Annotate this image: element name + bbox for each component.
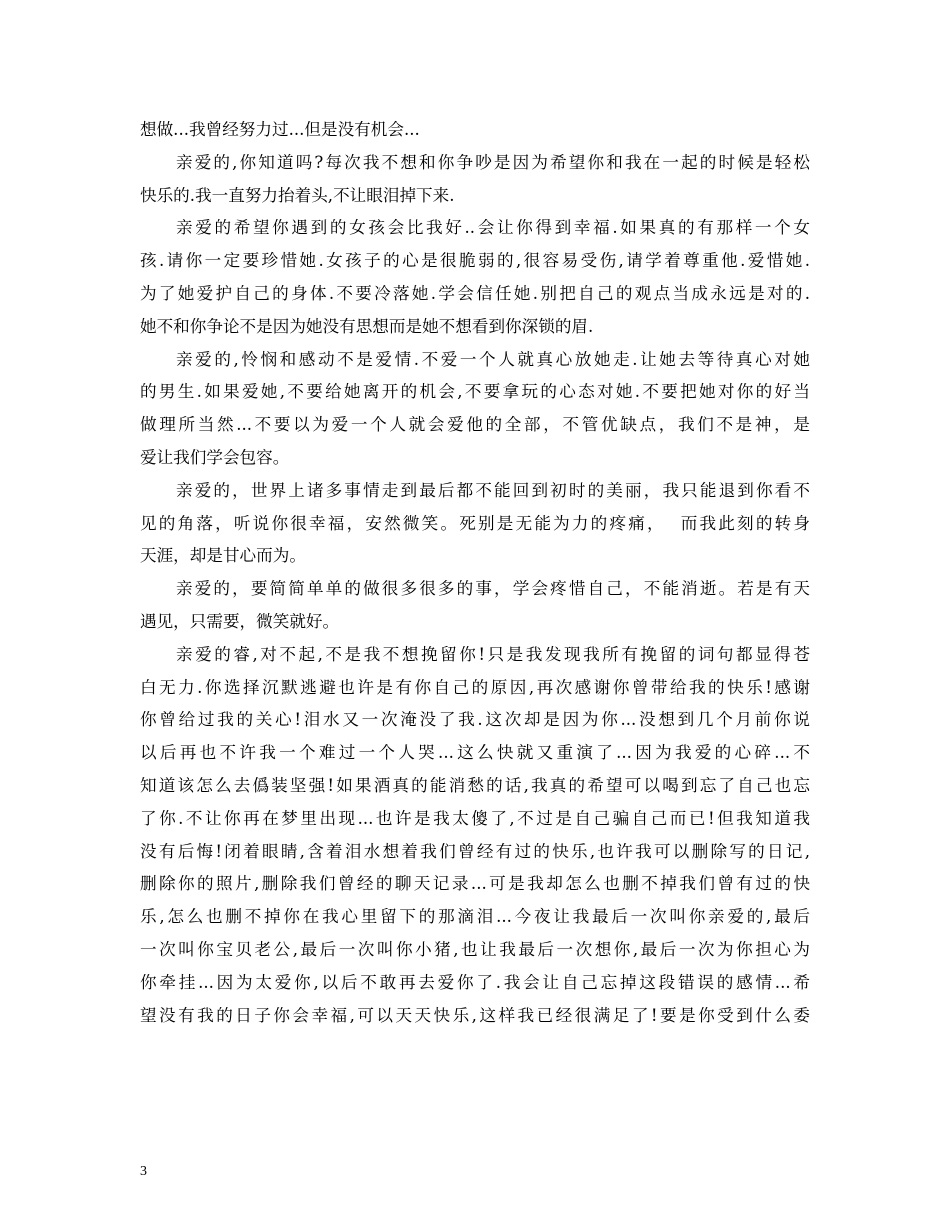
text-line: 她不和你争论不是因为她没有思想而是她不想看到你深锁的眉. (140, 316, 594, 336)
paragraph (140, 573, 810, 639)
text-line: 做理所当然...不要以为爱一个人就会爱他的全部，不管优缺点，我们不是神，是 (140, 415, 810, 435)
text-line: 想做...我曾经努力过...但是没有机会... (140, 120, 420, 139)
text-line: 删除你的照片,删除我们曾经的聊天记录...可是我却怎么也删不掉我们曾有过的快 (140, 874, 810, 894)
text-line: 孩.请你一定要珍惜她.女孩子的心是很脆弱的,很容易受伤,请学着尊重他.爱惜她. (140, 251, 810, 271)
text-line: 没有后悔!闭着眼睛,含着泪水想着我们曾经有过的快乐,也许我可以删除写的日记, (140, 841, 810, 861)
text-line: 爱让我们学会包容。 (140, 447, 290, 467)
paragraph (140, 639, 810, 1033)
text-line: 乐,怎么也删不掉你在我心里留下的那滴泪...今夜让我最后一次叫你亲爱的,最后 (140, 907, 810, 927)
paragraph (140, 114, 810, 147)
text-line: 亲爱的，世界上诸多事情走到最后都不能回到初时的美丽，我只能退到你看不 (176, 480, 810, 500)
text-line: 了你.不让你再在梦里出现...也许是我太傻了,不过是自己骗自己而已!但我知道我 (140, 808, 810, 828)
text-line: 亲爱的，要简简单单的做很多很多的事，学会疼惜自己，不能消逝。若是有天 (176, 579, 810, 599)
text-line: 见的角落，听说你很幸福，安然微笑。死别是无能为力的疼痛， 而我此刻的转身 (140, 513, 810, 533)
text-line: 你牵挂...因为太爱你,以后不敢再去爱你了.我会让自己忘掉这段错误的感情...希 (140, 972, 810, 992)
paragraph (140, 147, 810, 213)
text-line: 知道该怎么去僞装坚强!如果酒真的能消愁的话,我真的希望可以喝到忘了自己也忘 (140, 775, 810, 795)
text-line: 的男生.如果爱她,不要给她离开的机会,不要拿玩的心态对她.不要把她对你的好当 (140, 382, 810, 402)
paragraph (140, 212, 810, 343)
text-line: 为了她爱护自己的身体.不要冷落她.学会信任她.别把自己的观点当成永远是对的. (140, 283, 810, 303)
text-line: 亲爱的,你知道吗?每次我不想和你争吵是因为希望你和我在一起的时候是轻松 (176, 152, 810, 172)
paragraph (140, 475, 810, 573)
text-line: 亲爱的,怜悯和感动不是爱情.不爱一个人就真心放她走.让她去等待真心对她 (176, 349, 810, 369)
text-line: 白无力.你选择沉默逃避也许是有你自己的原因,再次感谢你曾带给我的快乐!感谢 (140, 677, 810, 697)
text-line: 天涯，却是甘心而为。 (140, 546, 306, 566)
page-number: 3 (140, 1164, 147, 1179)
text-line: 遇见，只需要，微笑就好。 (140, 611, 340, 631)
text-line: 望没有我的日子你会幸福,可以天天快乐,这样我已经很满足了!要是你受到什么委 (140, 1005, 810, 1025)
document-body (140, 114, 810, 1032)
text-line: 快乐的.我一直努力抬着头,不让眼泪掉下来. (140, 185, 455, 205)
text-line: 你曾给过我的关心!泪水又一次淹没了我.这次却是因为你...没想到几个月前你说 (140, 710, 810, 730)
text-line: 以后再也不许我一个难过一个人哭...这么快就又重演了...因为我爱的心碎...不 (140, 743, 810, 763)
text-line: 亲爱的睿,对不起,不是我不想挽留你!只是我发现我所有挽留的词句都显得苍 (176, 644, 810, 664)
text-line: 亲爱的希望你遇到的女孩会比我好..会让你得到幸福.如果真的有那样一个女 (176, 218, 810, 238)
paragraph (140, 344, 810, 475)
text-line: 一次叫你宝贝老公,最后一次叫你小猪,也让我最后一次想你,最后一次为你担心为 (140, 939, 810, 959)
